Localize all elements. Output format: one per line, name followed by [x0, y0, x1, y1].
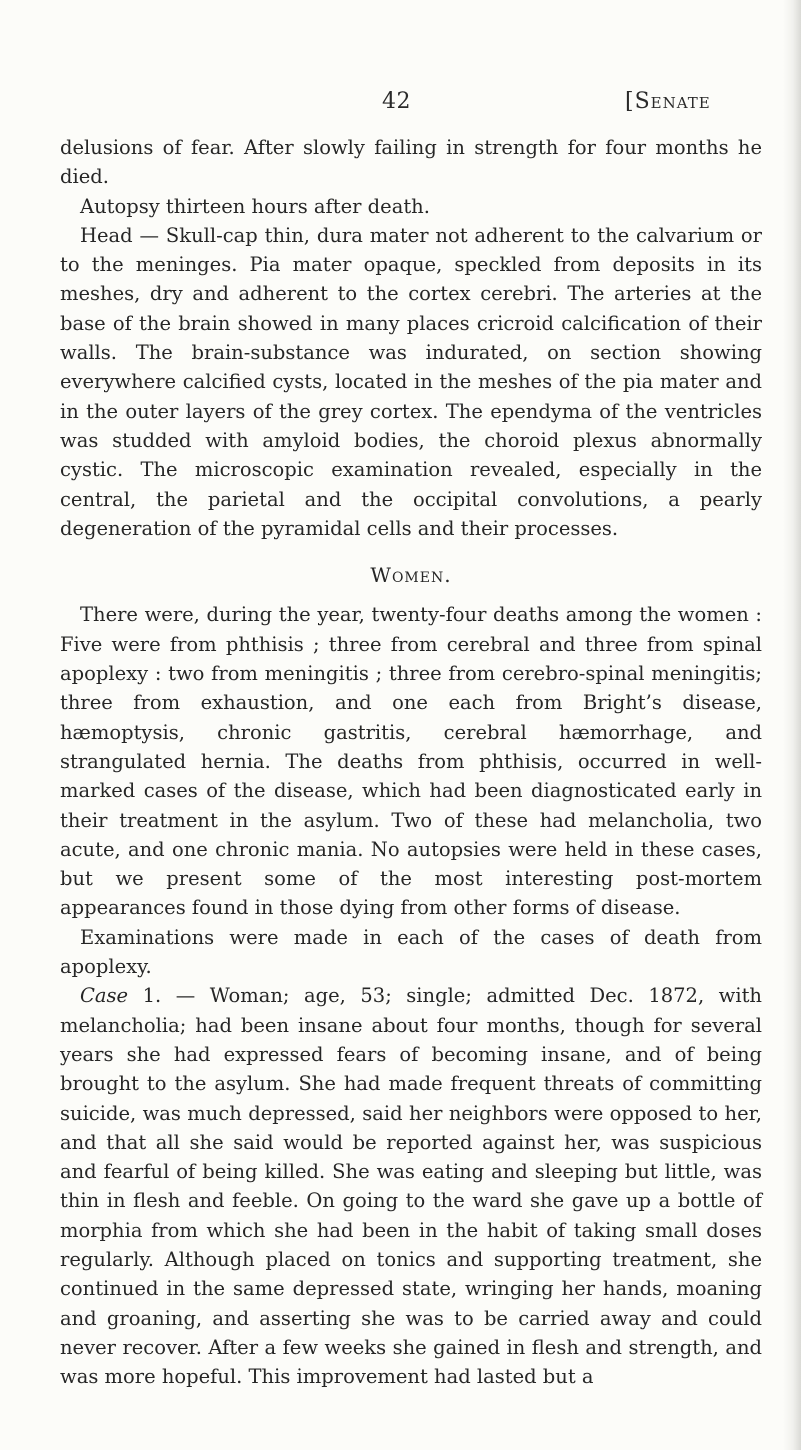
paragraph-case-1: [60, 981, 762, 1391]
body-text: [60, 133, 762, 1391]
page-edge-shadow: [783, 0, 801, 1450]
paragraph-autopsy: Autopsy thirteen hours after death.: [80, 194, 430, 218]
paragraph-women-deaths: There were, during the year, twenty-four deaths among the women : Five were from phthisis ; three from cerebral and three from spinal apoplexy : two from meningitis ; three from cerebro-spinal meningitis; three from exhaustion, and one each from Bright’s disease, hæmoptysis, chronic gastritis, cerebral hæmorrhage, and strangulated hernia. The deaths from phthisis, occurred in well-marked cases of the disease, which had been diagnosticated early in their treatment in the asylum. Two of these had melancholia, two acute, and one chronic mania. No autopsies were held in these cases, but we present some of the most interesting post-mortem appearances found in those dying from other forms of disease.: [60, 603, 762, 920]
section-heading-women: Women.: [370, 563, 452, 588]
case-1-text: 1. — Woman; age, 53; single; admitted Dec. 1872, with melancholia; had been insane about four months, though for several years she had expressed fears of becoming insane, and of being brought to the asylum. She had made frequent threats of committing suicide, was much depressed, said her neighbors were opposed to her, and that all she said would be reported against her, was suspicious and fearful of being killed. She was eating and sleeping but little, was thin in flesh and feeble. On going to the ward she gave up a bottle of morphia from which she had been in the habit of taking small doses regularly. Although placed on tonics and supporting treatment, she continued in the same depressed state, wringing her hands, moaning and groaning, and asserting she was to be carried away and could never recover. After a few weeks she gained in flesh and strength, and was more hopeful. This improvement had lasted but a: [60, 984, 762, 1389]
page-header: [0, 89, 801, 119]
page-number: 42: [382, 89, 411, 114]
case-label: Case: [80, 984, 129, 1008]
running-head: [Senate: [625, 89, 711, 114]
paragraph-continuation: delusions of fear. After slowly failing in strength for four months he died.: [60, 136, 762, 189]
paragraph-head-findings: Head — Skull-cap thin, dura mater not adherent to the calvarium or to the meninges. Pia mater opaque, speckled from deposits in its meshes, dry and adherent to the cortex cerebri. The arteries at the base of the brain showed in many places cricroid calcification of their walls. The brain-substance was indurated, on section showing everywhere calcified cysts, located in the meshes of the pia mater and in the outer layers of the grey cortex. The ependyma of the ventricles was studded with amyloid bodies, the choroid plexus abnormally cystic. The microscopic examination revealed, especially in the central, the parietal and the occipital convolutions, a pearly degeneration of the pyramidal cells and their processes.: [60, 223, 762, 540]
paragraph-apoplexy-exams: Examinations were made in each of the cases of death from apoplexy.: [60, 925, 762, 979]
